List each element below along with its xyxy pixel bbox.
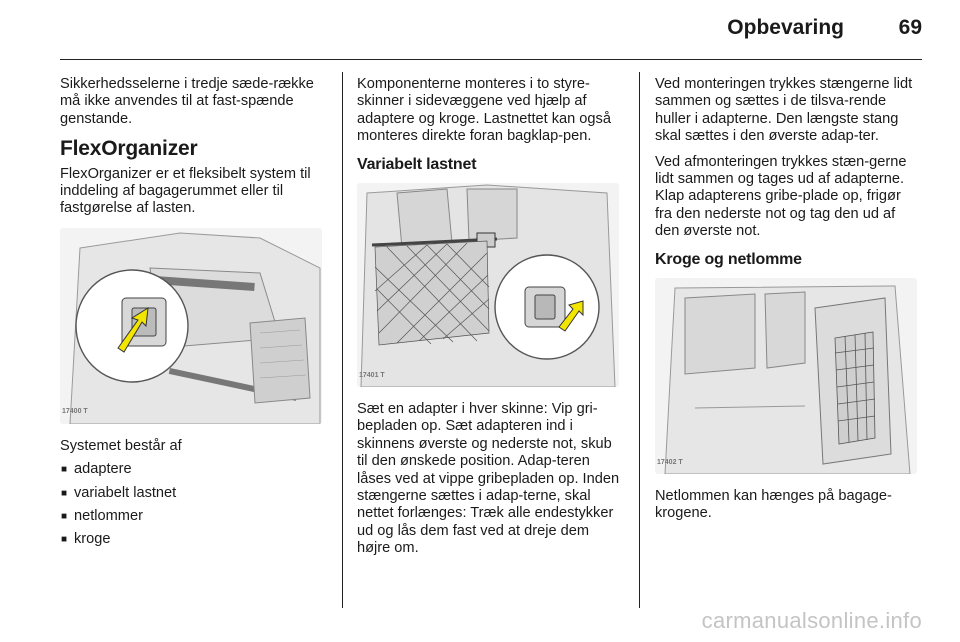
list-item: ■ adaptere (60, 461, 326, 478)
flexorganizer-paragraph: FlexOrganizer er et fleksibelt system til inddeling af bagagerummet eller til fastgørelse af lasten. (60, 165, 311, 217)
kroge-netlomme-heading: Kroge og netlomme (655, 250, 802, 268)
figure-17401 (357, 183, 619, 387)
net-pocket-illustration (655, 278, 917, 474)
flexorganizer-heading: FlexOrganizer (60, 137, 198, 161)
column-divider (639, 72, 640, 608)
figure-17402 (655, 278, 917, 474)
figure-17400 (60, 228, 322, 424)
list-item: ■ variabelt lastnet (60, 485, 326, 502)
net-pocket-paragraph: Netlommen kan hænges på bagage-krogene. (655, 488, 892, 522)
figure-label: 17401 T (359, 371, 385, 379)
list-intro: Systemet består af (60, 437, 182, 454)
column-divider (342, 72, 343, 608)
trunk-adapter-illustration (60, 228, 322, 424)
adapter-instructions: Sæt en adapter i hver skinne: Vip gri-bepladen op. Sæt adapteren ind i skinnens øverste og nederste not, skub til den ønskede position. Adap-teren låses ved at vippe gribepladen op. Inden stængerne sættes i adap-terne, skal nettet forlænges: Træk alle endestykker ud og lås dem fast ved at dreje dem højre om. (357, 401, 620, 557)
variabelt-lastnet-heading: Variabelt lastnet (357, 155, 477, 173)
section-title: Opbevaring (727, 16, 844, 39)
component-list (60, 461, 326, 549)
mounting-paragraph: Ved monteringen trykkes stængerne lidt sammen og sættes i de tilsva-rende huller i adapterne. Den længste stang skal sættes i den øverste adap-ter. (655, 76, 913, 145)
figure-label: 17400 T (62, 408, 88, 416)
cargo-net-illustration (357, 183, 619, 387)
column-1 (60, 76, 326, 555)
list-item: ■ netlommer (60, 508, 326, 525)
watermark: carmanualsonline.info (701, 608, 922, 633)
list-item: ■ kroge (60, 531, 326, 548)
column-2 (357, 76, 623, 566)
column-3 (655, 76, 921, 531)
intro-paragraph: Sikkerhedsselerne i tredje sæde-række må ikke anvendes til at fast-spænde genstande. (60, 76, 314, 127)
header-rule (60, 59, 922, 60)
page-number: 69 (898, 16, 922, 39)
page-header (0, 0, 960, 60)
components-paragraph: Komponenterne monteres i to styre-skinner i sidevæggene ved hjælp af adaptere og kroge. Lastnettet kan også monteres direkte foran bagklap-pen. (357, 76, 611, 145)
unmounting-paragraph: Ved afmonteringen trykkes stæn-gerne lidt sammen og tages ud af adapterne. Klap adapterens gribe-plade op, frigør fra den nederste not og tag den ud af den øverste not. (655, 153, 907, 240)
figure-label: 17402 T (657, 458, 683, 466)
